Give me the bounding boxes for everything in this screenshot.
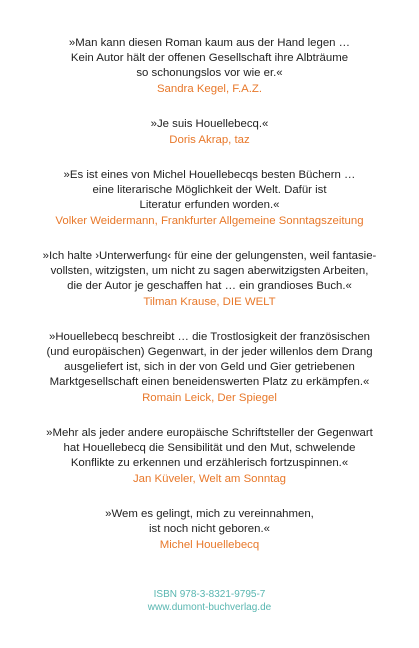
quote-text (20, 168, 399, 213)
isbn-number: ISBN 978-3-8321-9795-7 (153, 589, 266, 600)
quote-line: Marktgesellschaft einen beneidenswerten Platz zu erkämpfen.« (49, 376, 370, 388)
quote-line: »Mehr als jeder andere europäische Schriftsteller der Gegenwart (46, 427, 373, 439)
quote-line: ist noch nicht geboren.« (149, 523, 270, 535)
quote-text (20, 36, 399, 81)
quote-text (20, 426, 399, 471)
quote-text (20, 330, 399, 390)
publisher-footer (0, 588, 419, 614)
quote-attribution: Jan Küveler, Welt am Sonntag (132, 473, 287, 485)
quote-line: »Je suis Houellebecq.« (150, 118, 269, 130)
quote-line: Konflikte zu erkennen und erzählerisch fortzuspinnen.« (70, 457, 349, 469)
quote-line: (und europäischen) Gegenwart, in der jeder willenlos dem Drang (46, 346, 373, 358)
quote-text (20, 249, 399, 294)
quote-line: »Houellebecq beschreibt … die Trostlosigkeit der französischen (48, 331, 370, 343)
quote-line: Kein Autor hält der offenen Gesellschaft ihre Albträume (70, 52, 349, 64)
quote-line: ausgeliefert ist, sich in der von Geld und Gier getriebenen (64, 361, 355, 373)
quote-line: Literatur erfunden worden.« (139, 199, 280, 211)
review-quote-fas (20, 168, 399, 229)
quote-line: so schonungslos vor wie er.« (136, 67, 283, 79)
review-quote-spiegel (20, 330, 399, 406)
quote-line: »Es ist eines von Michel Houellebecqs besten Büchern … (63, 169, 356, 181)
publisher-website: www.dumont-buchverlag.de (147, 602, 272, 613)
quote-attribution: Michel Houellebecq (159, 539, 260, 551)
quote-line: vollsten, witzigsten, um nicht zu sagen aberwitzigsten Arbeiten, (50, 265, 369, 277)
quote-attribution: Sandra Kegel, F.A.Z. (156, 83, 263, 95)
quote-text (20, 507, 399, 537)
quote-line: »Man kann diesen Roman kaum aus der Hand legen … (68, 37, 351, 49)
quote-attribution: Volker Weidermann, Frankfurter Allgemeine Sonntagszeitung (55, 215, 364, 227)
quote-line: eine literarische Möglichkeit der Welt. Dafür ist (92, 184, 327, 196)
review-quote-welt (20, 249, 399, 310)
review-quote-taz (20, 117, 399, 148)
review-quote-was (20, 426, 399, 487)
quote-line: die der Autor je geschaffen hat … ein grandioses Buch.« (67, 280, 352, 292)
quote-attribution: Tilman Krause, DIE WELT (143, 296, 276, 308)
quote-line: »Wem es gelingt, mich zu vereinnahmen, (105, 508, 314, 520)
review-quote-faz (20, 36, 399, 97)
quote-line: »Ich halte ›Unterwerfung‹ für eine der gelungensten, weil fantasie- (42, 250, 377, 262)
author-quote (20, 507, 399, 553)
quote-attribution: Romain Leick, Der Spiegel (142, 392, 277, 404)
quote-attribution: Doris Akrap, taz (169, 134, 250, 146)
quote-line: hat Houellebecq die Sensibilität und den Mut, schwelende (63, 442, 356, 454)
quote-text (20, 117, 399, 132)
